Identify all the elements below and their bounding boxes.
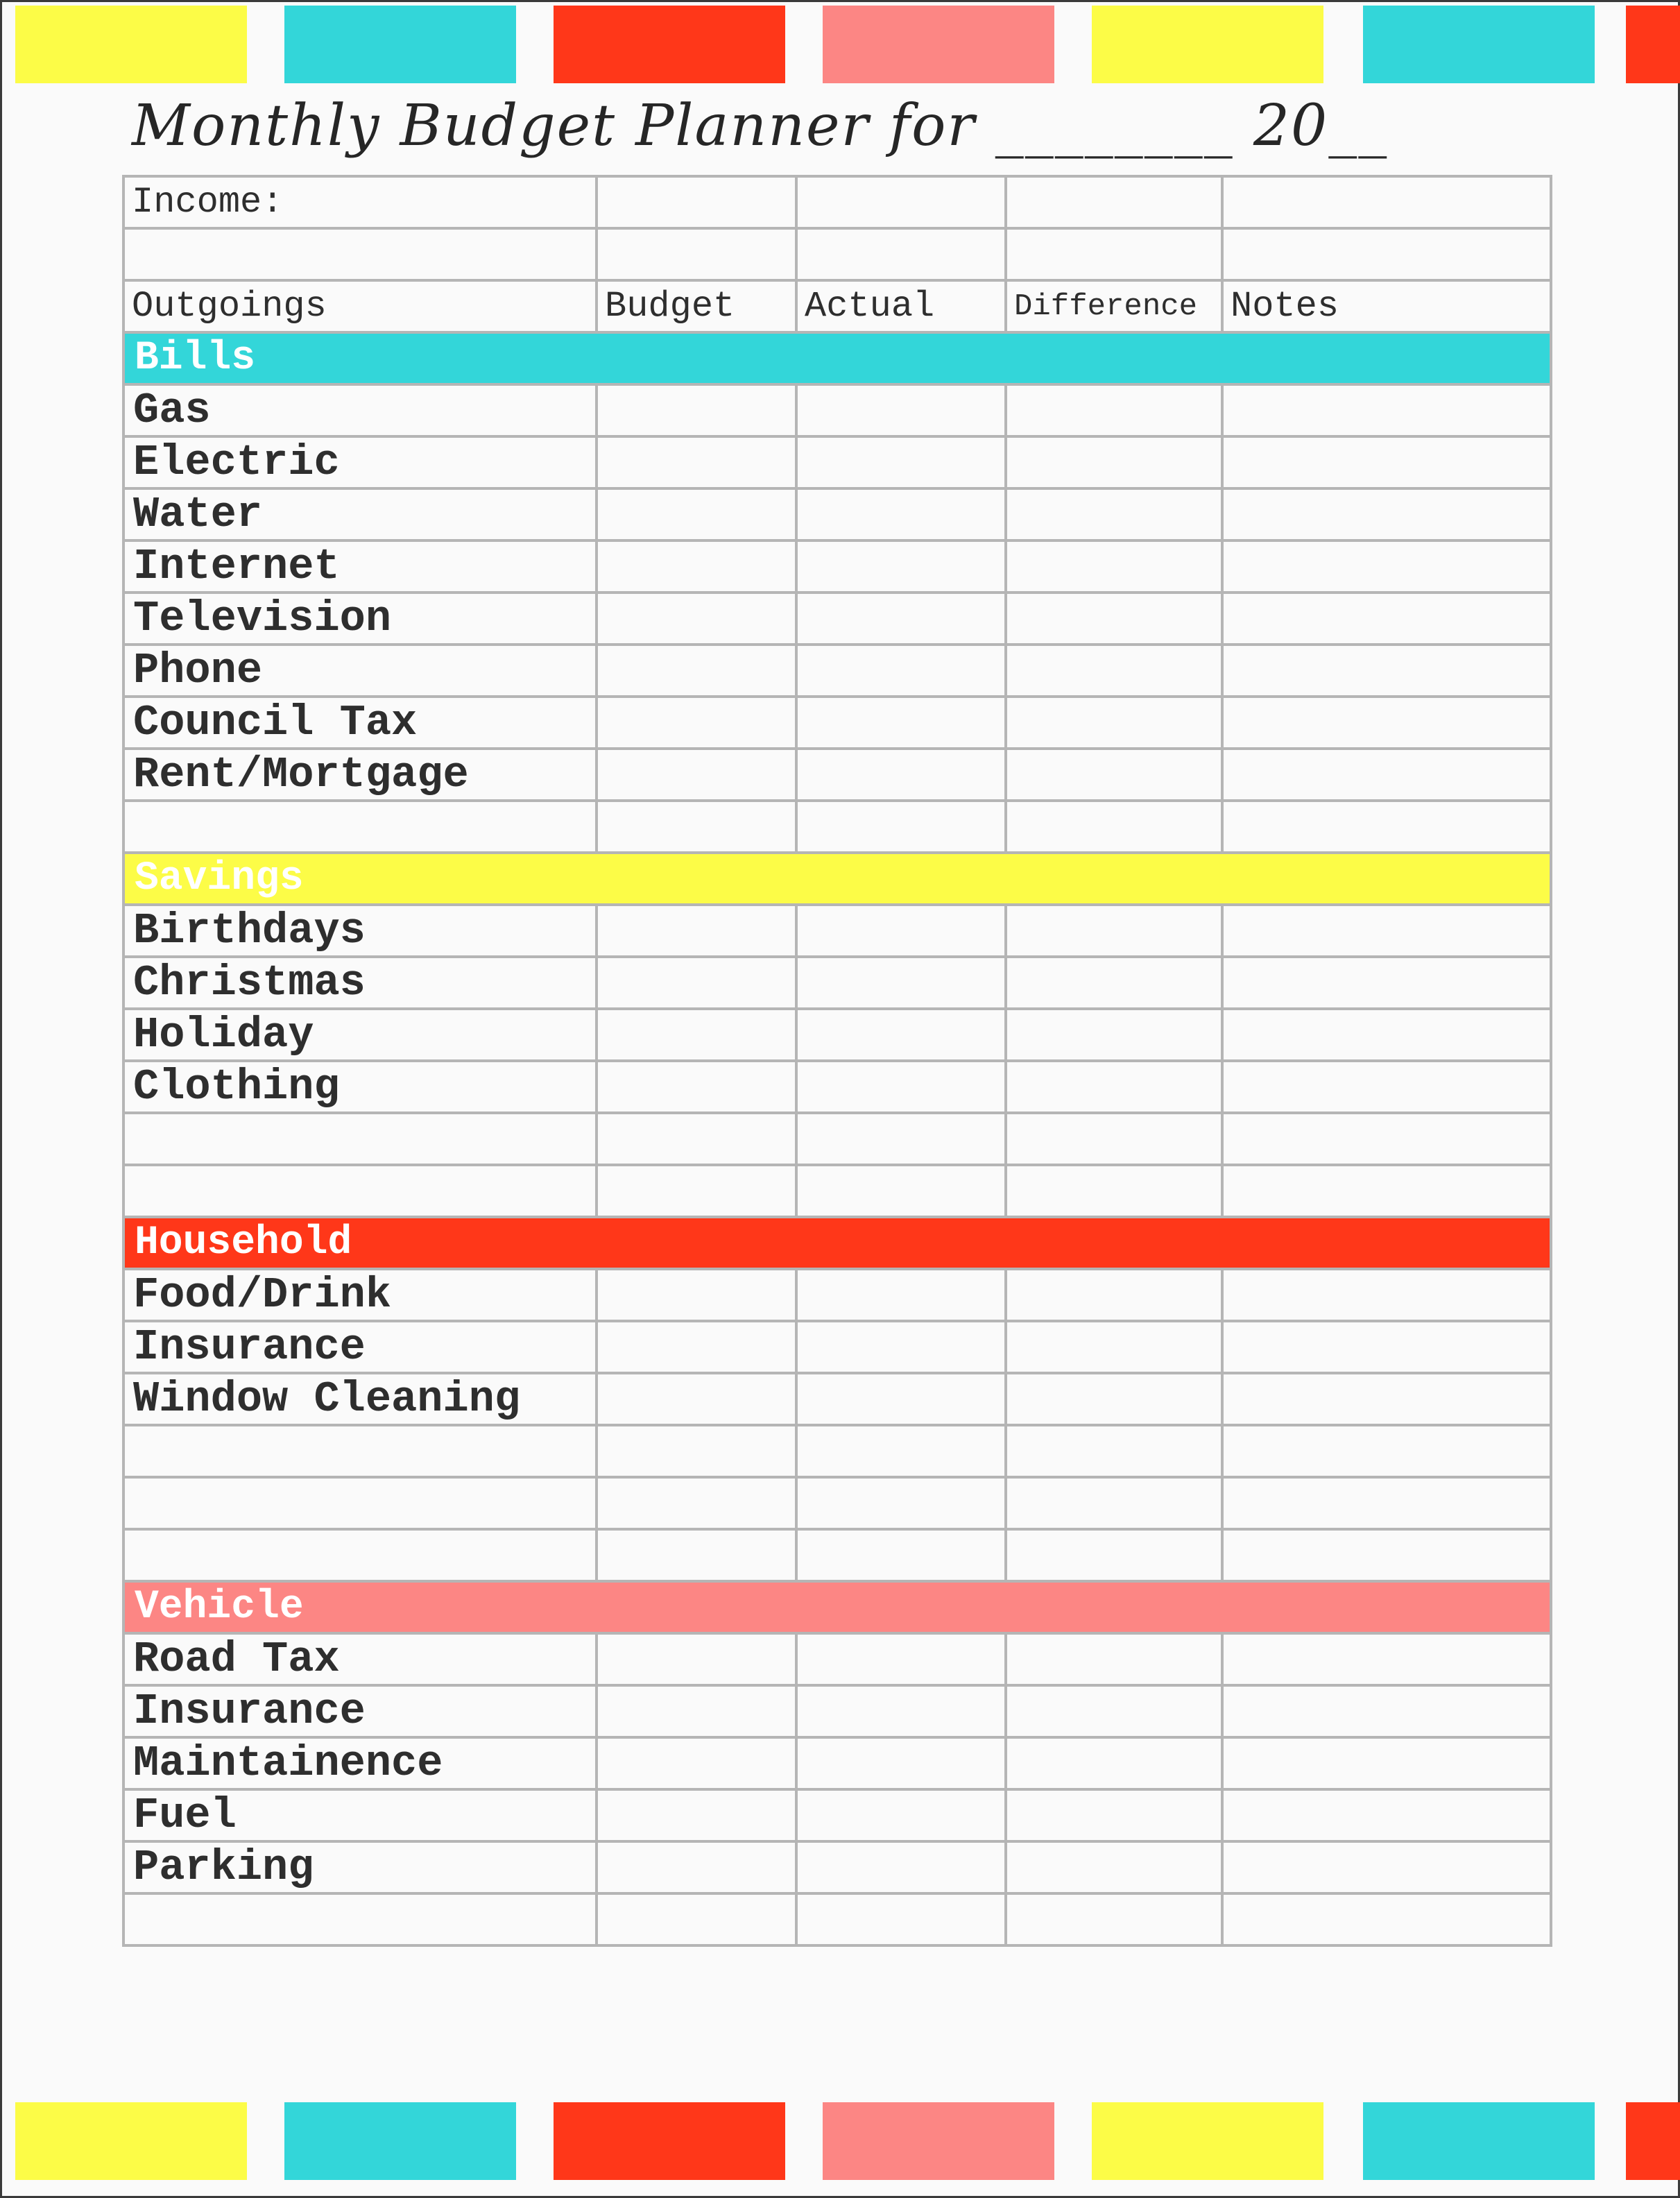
difference-cell[interactable] — [1006, 540, 1222, 593]
row-label[interactable] — [123, 1165, 597, 1217]
difference-cell[interactable] — [1006, 1061, 1222, 1113]
row-label[interactable] — [123, 1425, 597, 1477]
budget-cell[interactable] — [597, 1165, 796, 1217]
actual-cell[interactable] — [796, 384, 1006, 436]
blank-cell[interactable] — [597, 228, 796, 280]
actual-cell[interactable] — [796, 1529, 1006, 1581]
row-label[interactable] — [123, 1529, 597, 1581]
actual-cell[interactable] — [796, 749, 1006, 801]
notes-cell[interactable] — [1222, 1477, 1551, 1529]
notes-cell[interactable] — [1222, 593, 1551, 645]
difference-cell[interactable] — [1006, 645, 1222, 697]
row-label: Rent/Mortgage — [123, 749, 597, 801]
budget-cell[interactable] — [597, 1477, 796, 1529]
table-row — [123, 1165, 1551, 1217]
header-actual: Actual — [796, 280, 1006, 332]
row-label: Television — [123, 593, 597, 645]
notes-cell[interactable] — [1222, 905, 1551, 957]
row-label: Holiday — [123, 1009, 597, 1061]
notes-cell[interactable] — [1222, 1893, 1551, 1945]
actual-cell[interactable] — [796, 1789, 1006, 1841]
income-row — [123, 176, 1551, 228]
notes-cell[interactable] — [1222, 1113, 1551, 1165]
budget-cell[interactable] — [597, 593, 796, 645]
table-row — [123, 1477, 1551, 1529]
actual-cell[interactable] — [796, 1737, 1006, 1789]
actual-cell[interactable] — [796, 1373, 1006, 1425]
notes-cell[interactable] — [1222, 1737, 1551, 1789]
table-row — [123, 593, 1551, 645]
table-row — [123, 645, 1551, 697]
table-row — [123, 1269, 1551, 1321]
actual-cell[interactable] — [796, 540, 1006, 593]
actual-cell[interactable] — [796, 593, 1006, 645]
income-cell[interactable] — [1222, 176, 1551, 228]
category-label: Savings — [123, 853, 1551, 905]
row-label: Window Cleaning — [123, 1373, 597, 1425]
difference-cell[interactable] — [1006, 436, 1222, 488]
budget-cell[interactable] — [597, 1737, 796, 1789]
income-label: Income: — [123, 176, 597, 228]
difference-cell[interactable] — [1006, 1685, 1222, 1737]
table-row — [123, 749, 1551, 801]
color-stripe — [823, 6, 1054, 83]
column-header-row — [123, 280, 1551, 332]
notes-cell[interactable] — [1222, 697, 1551, 749]
table-row — [123, 1893, 1551, 1945]
row-label: Parking — [123, 1841, 597, 1893]
table-row — [123, 436, 1551, 488]
actual-cell[interactable] — [796, 1061, 1006, 1113]
budget-cell[interactable] — [597, 1061, 796, 1113]
row-label: Gas — [123, 384, 597, 436]
row-label[interactable] — [123, 1113, 597, 1165]
table-row — [123, 384, 1551, 436]
row-label: Electric — [123, 436, 597, 488]
actual-cell[interactable] — [796, 1321, 1006, 1373]
row-label: Birthdays — [123, 905, 597, 957]
header-budget: Budget — [597, 280, 796, 332]
budget-cell[interactable] — [597, 957, 796, 1009]
table-row — [123, 1061, 1551, 1113]
color-stripe — [1363, 2102, 1595, 2180]
notes-cell[interactable] — [1222, 801, 1551, 853]
budget-table — [122, 175, 1552, 1947]
budget-cell[interactable] — [597, 1269, 796, 1321]
row-label[interactable] — [123, 1477, 597, 1529]
table-row — [123, 957, 1551, 1009]
table-row — [123, 801, 1551, 853]
color-stripe — [1092, 2102, 1323, 2180]
income-cell[interactable] — [796, 176, 1006, 228]
notes-cell[interactable] — [1222, 540, 1551, 593]
row-label: Water — [123, 488, 597, 540]
table-row — [123, 1009, 1551, 1061]
table-row — [123, 697, 1551, 749]
row-label: Council Tax — [123, 697, 597, 749]
difference-cell[interactable] — [1006, 384, 1222, 436]
notes-cell[interactable] — [1222, 1529, 1551, 1581]
actual-cell[interactable] — [796, 957, 1006, 1009]
difference-cell[interactable] — [1006, 593, 1222, 645]
color-stripe — [1626, 2102, 1680, 2180]
notes-cell[interactable] — [1222, 1009, 1551, 1061]
notes-cell[interactable] — [1222, 1321, 1551, 1373]
notes-cell[interactable] — [1222, 1841, 1551, 1893]
difference-cell[interactable] — [1006, 1269, 1222, 1321]
budget-cell[interactable] — [597, 436, 796, 488]
budget-cell[interactable] — [597, 1113, 796, 1165]
notes-cell[interactable] — [1222, 645, 1551, 697]
budget-cell[interactable] — [597, 1529, 796, 1581]
notes-cell[interactable] — [1222, 1269, 1551, 1321]
actual-cell[interactable] — [796, 1113, 1006, 1165]
difference-cell[interactable] — [1006, 1893, 1222, 1945]
category-label: Bills — [123, 332, 1551, 384]
actual-cell[interactable] — [796, 436, 1006, 488]
table-row — [123, 1841, 1551, 1893]
actual-cell[interactable] — [796, 1477, 1006, 1529]
notes-cell[interactable] — [1222, 488, 1551, 540]
row-label[interactable] — [123, 1893, 597, 1945]
color-stripe — [1626, 6, 1680, 83]
actual-cell[interactable] — [796, 697, 1006, 749]
difference-cell[interactable] — [1006, 1789, 1222, 1841]
color-stripe — [554, 2102, 785, 2180]
notes-cell[interactable] — [1222, 957, 1551, 1009]
category-header-vehicle — [123, 1581, 1551, 1633]
budget-cell[interactable] — [597, 749, 796, 801]
category-header-savings — [123, 853, 1551, 905]
table-row — [123, 1633, 1551, 1685]
budget-cell[interactable] — [597, 488, 796, 540]
actual-cell[interactable] — [796, 1893, 1006, 1945]
budget-cell[interactable] — [597, 905, 796, 957]
actual-cell[interactable] — [796, 1165, 1006, 1217]
budget-cell[interactable] — [597, 1425, 796, 1477]
budget-cell[interactable] — [597, 1789, 796, 1841]
budget-cell[interactable] — [597, 384, 796, 436]
row-label[interactable] — [123, 801, 597, 853]
color-stripe — [284, 6, 516, 83]
header-outgoings: Outgoings — [123, 280, 597, 332]
difference-cell[interactable] — [1006, 801, 1222, 853]
difference-cell[interactable] — [1006, 1009, 1222, 1061]
income-cell[interactable] — [1006, 176, 1222, 228]
category-header-bills — [123, 332, 1551, 384]
table-row — [123, 1685, 1551, 1737]
difference-cell[interactable] — [1006, 1529, 1222, 1581]
blank-cell[interactable] — [1006, 228, 1222, 280]
income-blank-row — [123, 228, 1551, 280]
difference-cell[interactable] — [1006, 697, 1222, 749]
header-notes: Notes — [1222, 280, 1551, 332]
actual-cell[interactable] — [796, 1633, 1006, 1685]
row-label: Insurance — [123, 1321, 597, 1373]
actual-cell[interactable] — [796, 1009, 1006, 1061]
table-row — [123, 488, 1551, 540]
budget-cell[interactable] — [597, 1685, 796, 1737]
difference-cell[interactable] — [1006, 1633, 1222, 1685]
table-row — [123, 905, 1551, 957]
row-label: Internet — [123, 540, 597, 593]
difference-cell[interactable] — [1006, 1321, 1222, 1373]
row-label: Phone — [123, 645, 597, 697]
table-row — [123, 1789, 1551, 1841]
difference-cell[interactable] — [1006, 1373, 1222, 1425]
income-cell[interactable] — [597, 176, 796, 228]
actual-cell[interactable] — [796, 1841, 1006, 1893]
row-label: Fuel — [123, 1789, 597, 1841]
row-label: Maintainence — [123, 1737, 597, 1789]
notes-cell[interactable] — [1222, 1633, 1551, 1685]
table-row — [123, 1373, 1551, 1425]
color-stripe — [554, 6, 785, 83]
table-row — [123, 1113, 1551, 1165]
table-row — [123, 1737, 1551, 1789]
difference-cell[interactable] — [1006, 1165, 1222, 1217]
budget-cell[interactable] — [597, 645, 796, 697]
actual-cell[interactable] — [796, 905, 1006, 957]
notes-cell[interactable] — [1222, 1373, 1551, 1425]
category-header-household — [123, 1217, 1551, 1269]
row-label: Insurance — [123, 1685, 597, 1737]
budget-cell[interactable] — [597, 1321, 796, 1373]
budget-cell[interactable] — [597, 1633, 796, 1685]
difference-cell[interactable] — [1006, 1113, 1222, 1165]
difference-cell[interactable] — [1006, 905, 1222, 957]
difference-cell[interactable] — [1006, 1425, 1222, 1477]
actual-cell[interactable] — [796, 1425, 1006, 1477]
top-color-stripes — [0, 6, 1680, 83]
table-row — [123, 540, 1551, 593]
category-label: Vehicle — [123, 1581, 1551, 1633]
difference-cell[interactable] — [1006, 957, 1222, 1009]
budget-cell[interactable] — [597, 1841, 796, 1893]
actual-cell[interactable] — [796, 645, 1006, 697]
notes-cell[interactable] — [1222, 1789, 1551, 1841]
notes-cell[interactable] — [1222, 1425, 1551, 1477]
difference-cell[interactable] — [1006, 488, 1222, 540]
actual-cell[interactable] — [796, 488, 1006, 540]
difference-cell[interactable] — [1006, 749, 1222, 801]
budget-cell[interactable] — [597, 1893, 796, 1945]
difference-cell[interactable] — [1006, 1477, 1222, 1529]
actual-cell[interactable] — [796, 1685, 1006, 1737]
row-label: Christmas — [123, 957, 597, 1009]
bottom-color-stripes — [0, 2102, 1680, 2180]
budget-cell[interactable] — [597, 540, 796, 593]
blank-cell[interactable] — [796, 228, 1006, 280]
header-difference: Difference — [1006, 280, 1222, 332]
table-row — [123, 1425, 1551, 1477]
blank-cell[interactable] — [123, 228, 597, 280]
table-row — [123, 1529, 1551, 1581]
color-stripe — [284, 2102, 516, 2180]
notes-cell[interactable] — [1222, 1685, 1551, 1737]
difference-cell[interactable] — [1006, 1737, 1222, 1789]
color-stripe — [15, 6, 247, 83]
category-label: Household — [123, 1217, 1551, 1269]
difference-cell[interactable] — [1006, 1841, 1222, 1893]
notes-cell[interactable] — [1222, 436, 1551, 488]
budget-cell[interactable] — [597, 697, 796, 749]
color-stripe — [1363, 6, 1595, 83]
notes-cell[interactable] — [1222, 1061, 1551, 1113]
row-label: Food/Drink — [123, 1269, 597, 1321]
blank-cell[interactable] — [1222, 228, 1551, 280]
budget-cell[interactable] — [597, 801, 796, 853]
color-stripe — [15, 2102, 247, 2180]
notes-cell[interactable] — [1222, 1165, 1551, 1217]
actual-cell[interactable] — [796, 801, 1006, 853]
budget-cell[interactable] — [597, 1009, 796, 1061]
row-label: Road Tax — [123, 1633, 597, 1685]
notes-cell[interactable] — [1222, 749, 1551, 801]
color-stripe — [1092, 6, 1323, 83]
page-title: Monthly Budget Planner for ________ 20__ — [132, 93, 1389, 159]
budget-cell[interactable] — [597, 1373, 796, 1425]
actual-cell[interactable] — [796, 1269, 1006, 1321]
table-row — [123, 1321, 1551, 1373]
notes-cell[interactable] — [1222, 384, 1551, 436]
row-label: Clothing — [123, 1061, 597, 1113]
color-stripe — [823, 2102, 1054, 2180]
